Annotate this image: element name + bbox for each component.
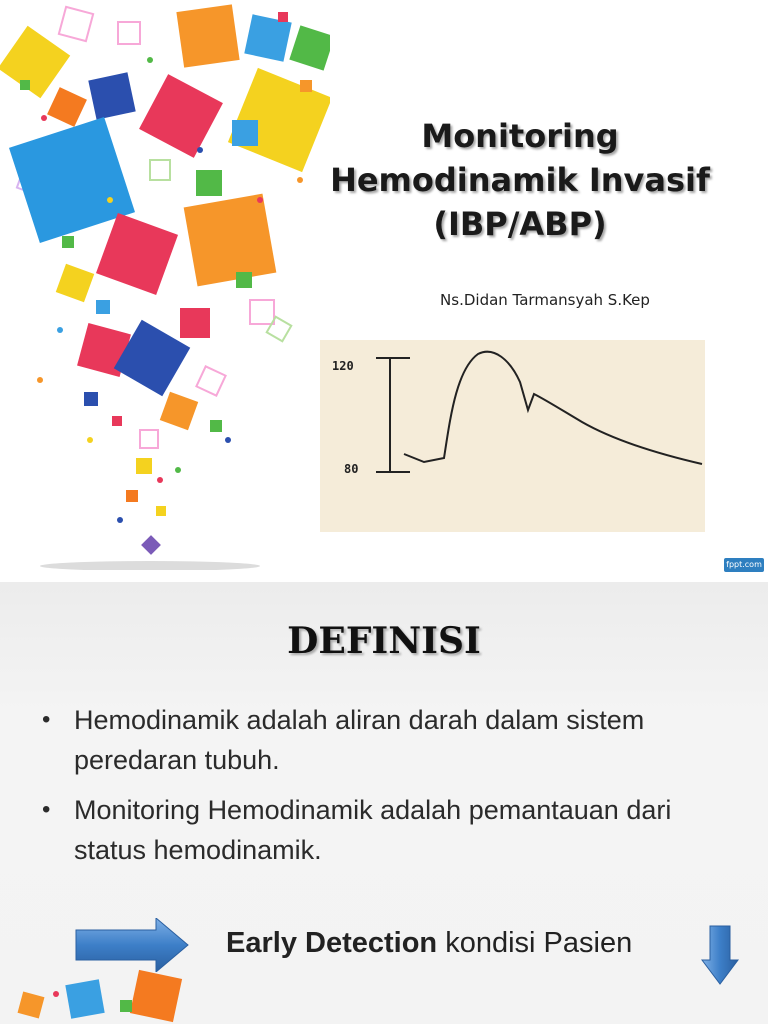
arrow-down-icon [700,924,740,986]
title-line-1: Monitoring [421,117,619,155]
bullet-icon: • [42,796,51,823]
early-detection-bold: Early Detection [226,927,438,959]
title-line-3: (IBP/ABP) [433,205,607,243]
list-item: • Hemodinamik adalah aliran darah dalam sistem peredaran tubuh. [40,700,740,780]
arterial-waveform-image [320,340,705,532]
waveform-label-120: 120 [332,359,354,373]
definition-heading: DEFINISI [287,620,481,662]
early-detection-text [226,927,632,960]
bottom-cubes-decoration [0,964,200,1024]
early-detection-rest: kondisi Pasien [437,927,633,959]
waveform-label-80: 80 [344,462,359,476]
title-line-2: Hemodinamik Invasif [330,161,710,199]
bullet-icon: • [42,706,51,733]
colorful-cubes-decoration [0,0,330,570]
definition-list [40,700,740,880]
definition-slide [0,582,768,1024]
list-item: • Monitoring Hemodinamik adalah pemantauan dari status hemodinamik. [40,790,740,870]
slide-title [300,114,740,246]
watermark-badge: fppt.com [724,558,764,572]
waveform-line [404,352,702,464]
author-name: Ns.Didan Tarmansyah S.Kep [440,291,650,309]
